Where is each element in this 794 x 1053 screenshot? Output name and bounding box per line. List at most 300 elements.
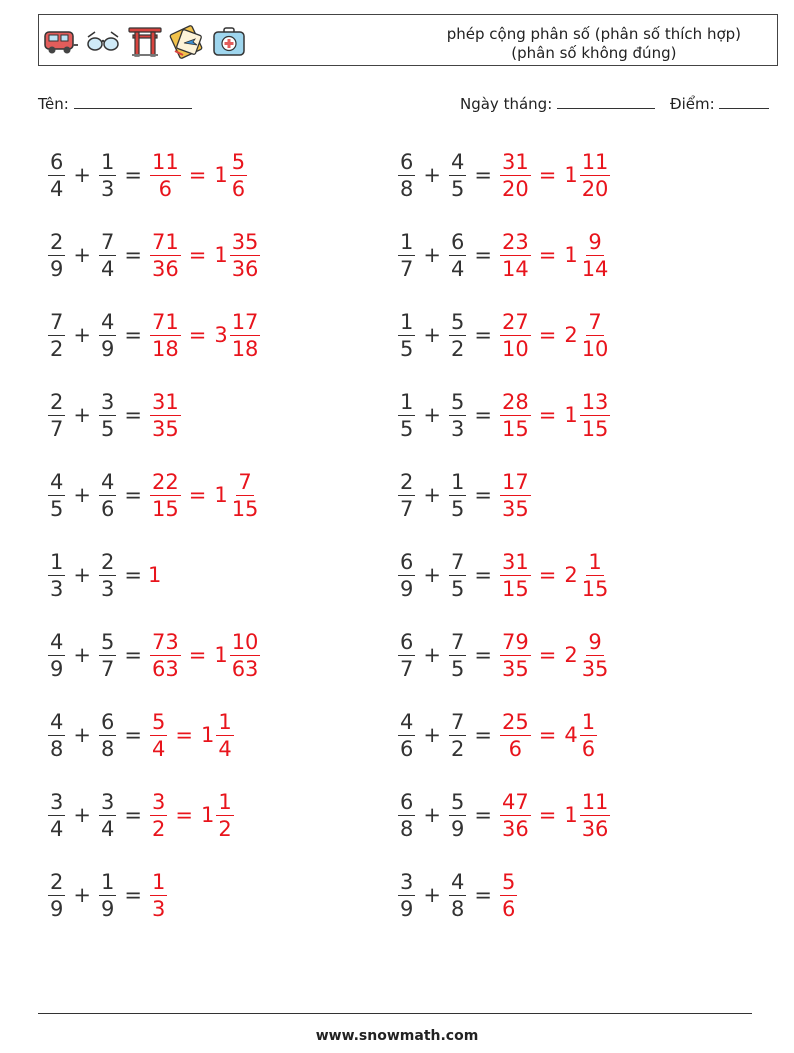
addend-1-numerator: 4 [50, 469, 64, 494]
addend-1-denominator: 4 [50, 816, 64, 841]
answer-whole-number: 1 [214, 163, 228, 187]
addend-2-denominator: 3 [100, 576, 115, 601]
equals-sign: = [474, 403, 492, 427]
answer-mixed-fraction-denominator: 10 [581, 336, 609, 361]
answer-whole-number: 1 [147, 563, 162, 587]
answer-mixed-fraction [216, 789, 233, 842]
problem-5 [46, 305, 262, 365]
plus-sign: + [73, 483, 91, 507]
addend-1-numerator: 2 [50, 389, 64, 414]
answer-fraction-numerator: 5 [501, 869, 516, 894]
addend-1-numerator: 2 [400, 469, 414, 494]
equals-sign: = [124, 243, 142, 267]
addend-2-denominator: 5 [450, 496, 465, 521]
answer-fraction-denominator: 36 [151, 256, 179, 281]
answer-fraction-denominator: 6 [158, 176, 173, 201]
problem-14 [396, 625, 612, 685]
addend-2-numerator: 1 [100, 149, 115, 174]
problem-19 [46, 865, 169, 925]
answer-mixed-fraction [230, 229, 261, 282]
problem-7 [46, 385, 183, 445]
plus-sign: + [73, 323, 91, 347]
answer-whole-number: 1 [564, 403, 578, 427]
equals-sign: = [474, 643, 492, 667]
answer-mixed-fraction-denominator: 35 [581, 656, 609, 681]
answer-mixed-fraction-denominator: 18 [231, 336, 259, 361]
plus-sign: + [423, 883, 441, 907]
addend-1 [398, 709, 415, 762]
addend-1-numerator: 6 [50, 149, 64, 174]
addend-2-numerator: 7 [450, 549, 465, 574]
addend-1-denominator: 5 [400, 416, 414, 441]
date-label: Ngày tháng: [460, 95, 553, 113]
addend-1-numerator: 6 [400, 149, 414, 174]
addend-1-numerator: 2 [50, 229, 64, 254]
equals-sign: = [474, 483, 492, 507]
addend-2-denominator: 2 [450, 336, 465, 361]
addend-1-denominator: 9 [50, 896, 64, 921]
score-field [670, 94, 769, 113]
addend-1 [48, 789, 65, 842]
answer-fraction [150, 389, 181, 442]
answer-whole-number: 4 [564, 723, 578, 747]
glasses-icon [85, 23, 121, 59]
addend-2-numerator: 5 [450, 389, 465, 414]
addend-2 [99, 629, 116, 682]
answer-fraction-numerator: 5 [151, 709, 166, 734]
addend-2-numerator: 4 [100, 469, 115, 494]
answer-equals-sign: = [538, 723, 557, 747]
problem-9 [46, 465, 262, 525]
answer-fraction-numerator: 79 [501, 629, 529, 654]
answer-mixed-fraction [230, 469, 261, 522]
addend-1-numerator: 1 [50, 549, 64, 574]
answer-mixed-fraction-numerator: 11 [581, 149, 609, 174]
addend-2-denominator: 3 [450, 416, 465, 441]
addend-2 [449, 389, 466, 442]
plus-sign: + [73, 803, 91, 827]
answer-mixed-fraction [580, 149, 611, 202]
addend-1 [398, 149, 415, 202]
equals-sign: = [124, 883, 142, 907]
plus-sign: + [423, 163, 441, 187]
answer-mixed-fraction-numerator: 1 [581, 709, 596, 734]
addend-2-numerator: 2 [100, 549, 115, 574]
addend-1 [398, 789, 415, 842]
answer-equals-sign: = [538, 803, 557, 827]
answer-whole-number: 3 [214, 323, 228, 347]
answer-fraction [500, 549, 531, 602]
answer-fraction [150, 869, 167, 922]
addend-2-denominator: 9 [450, 816, 465, 841]
addend-1-numerator: 3 [400, 869, 414, 894]
answer-whole-number: 2 [564, 643, 578, 667]
answer-fraction-numerator: 27 [501, 309, 529, 334]
problem-1 [46, 145, 249, 205]
answer-fraction [500, 229, 531, 282]
answer-fraction-numerator: 28 [501, 389, 529, 414]
addend-1 [398, 309, 415, 362]
problem-16 [396, 705, 599, 765]
answer-mixed-fraction-denominator: 15 [581, 416, 609, 441]
answer-fraction-denominator: 36 [501, 816, 529, 841]
problem-12 [396, 545, 612, 605]
answer-fraction-denominator: 15 [151, 496, 179, 521]
header-icons [43, 23, 247, 59]
answer-equals-sign: = [188, 643, 207, 667]
addend-1-numerator: 1 [400, 309, 414, 334]
addend-1-numerator: 6 [400, 629, 414, 654]
addend-2-numerator: 4 [450, 869, 465, 894]
addend-2-denominator: 3 [100, 176, 115, 201]
camper-van-icon [43, 23, 79, 59]
addend-2 [449, 309, 466, 362]
answer-mixed-fraction-denominator: 4 [218, 736, 232, 761]
answer-fraction-denominator: 14 [501, 256, 529, 281]
addend-2-denominator: 5 [100, 416, 115, 441]
plus-sign: + [73, 643, 91, 667]
answer-mixed-fraction-numerator: 9 [588, 629, 602, 654]
answer-mixed-fraction-numerator: 35 [231, 229, 259, 254]
score-blank[interactable] [719, 94, 769, 109]
addend-1 [48, 149, 65, 202]
answer-whole-number: 1 [214, 243, 228, 267]
addend-1 [48, 229, 65, 282]
answer-fraction-denominator: 35 [501, 496, 529, 521]
problem-8 [396, 385, 612, 445]
addend-2 [99, 709, 116, 762]
addend-1-denominator: 4 [50, 176, 64, 201]
answer-equals-sign: = [188, 243, 207, 267]
answer-mixed-fraction-numerator: 9 [588, 229, 602, 254]
addend-1-numerator: 7 [50, 309, 64, 334]
answer-mixed-fraction [580, 549, 611, 602]
answer-fraction-denominator: 10 [501, 336, 529, 361]
answer-fraction-denominator: 20 [501, 176, 529, 201]
answer-fraction-denominator: 15 [501, 576, 529, 601]
addend-1 [48, 869, 65, 922]
plus-sign: + [423, 803, 441, 827]
addend-2-denominator: 4 [100, 256, 115, 281]
answer-mixed-fraction-denominator: 63 [231, 656, 259, 681]
answer-mixed-fraction [580, 389, 611, 442]
answer-mixed-fraction-denominator: 36 [231, 256, 259, 281]
name-blank[interactable] [74, 94, 192, 109]
answer-mixed-fraction-numerator: 1 [588, 549, 602, 574]
addend-1-denominator: 5 [400, 336, 414, 361]
addend-2 [99, 469, 116, 522]
answer-equals-sign: = [175, 803, 193, 827]
answer-mixed-fraction [230, 149, 247, 202]
answer-fraction [500, 629, 531, 682]
answer-whole-number: 1 [214, 643, 228, 667]
answer-fraction-denominator: 3 [151, 896, 166, 921]
addend-2-denominator: 9 [100, 336, 115, 361]
equals-sign: = [124, 643, 142, 667]
answer-fraction [150, 229, 181, 282]
plus-sign: + [73, 883, 91, 907]
addend-1 [398, 549, 415, 602]
addend-1 [48, 629, 65, 682]
addend-1-numerator: 1 [400, 229, 414, 254]
addend-1-denominator: 5 [50, 496, 64, 521]
addend-2 [449, 629, 466, 682]
answer-mixed-fraction-denominator: 15 [231, 496, 259, 521]
answer-mixed-fraction-numerator: 5 [231, 149, 246, 174]
plus-sign: + [423, 243, 441, 267]
addend-2-numerator: 6 [100, 709, 115, 734]
addend-1-numerator: 6 [400, 549, 414, 574]
answer-equals-sign: = [538, 403, 557, 427]
equals-sign: = [124, 163, 142, 187]
answer-fraction-numerator: 23 [501, 229, 529, 254]
addend-2-denominator: 4 [100, 816, 115, 841]
answer-equals-sign: = [175, 723, 193, 747]
torii-gate-icon [127, 23, 163, 59]
addend-1-denominator: 6 [400, 736, 414, 761]
plus-sign: + [73, 163, 91, 187]
score-label: Điểm: [670, 95, 715, 113]
addend-1-denominator: 8 [50, 736, 64, 761]
equals-sign: = [124, 483, 142, 507]
plus-sign: + [423, 403, 441, 427]
addend-2 [449, 549, 466, 602]
date-field [460, 94, 655, 113]
plus-sign: + [73, 403, 91, 427]
addend-1-denominator: 9 [50, 256, 64, 281]
addend-1-denominator: 7 [400, 496, 414, 521]
addend-2-denominator: 6 [100, 496, 115, 521]
answer-fraction-numerator: 73 [151, 629, 179, 654]
addend-1 [48, 709, 65, 762]
date-blank[interactable] [557, 94, 655, 109]
worksheet-title [447, 25, 741, 63]
answer-mixed-fraction-denominator: 36 [581, 816, 609, 841]
addend-2 [449, 149, 466, 202]
answer-fraction [150, 469, 181, 522]
addend-1-denominator: 8 [400, 176, 414, 201]
equals-sign: = [124, 323, 142, 347]
problem-17 [46, 785, 236, 845]
answer-fraction-numerator: 17 [501, 469, 529, 494]
addend-2 [449, 229, 466, 282]
addend-2-numerator: 5 [100, 629, 115, 654]
answer-mixed-fraction [580, 629, 611, 682]
answer-mixed-fraction-numerator: 1 [218, 709, 232, 734]
answer-mixed-fraction-numerator: 7 [238, 469, 252, 494]
answer-mixed-fraction-denominator: 15 [581, 576, 609, 601]
answer-mixed-fraction [216, 709, 233, 762]
answer-fraction-numerator: 31 [151, 389, 179, 414]
problem-2 [396, 145, 612, 205]
answer-equals-sign: = [188, 483, 207, 507]
problem-10 [396, 465, 533, 525]
addend-1 [398, 469, 415, 522]
addend-1-denominator: 9 [50, 656, 64, 681]
addend-1 [398, 869, 415, 922]
answer-fraction [500, 309, 531, 362]
answer-fraction [150, 149, 181, 202]
addend-2-numerator: 3 [100, 389, 115, 414]
equals-sign: = [474, 803, 492, 827]
addend-1-denominator: 2 [50, 336, 64, 361]
addend-2 [99, 149, 116, 202]
answer-mixed-fraction-numerator: 7 [588, 309, 602, 334]
addend-1 [48, 469, 65, 522]
answer-mixed-fraction [580, 309, 611, 362]
answer-mixed-fraction [230, 629, 261, 682]
answer-fraction-numerator: 47 [501, 789, 529, 814]
answer-fraction-numerator: 31 [501, 149, 529, 174]
plus-sign: + [73, 243, 91, 267]
equals-sign: = [474, 163, 492, 187]
plus-sign: + [423, 563, 441, 587]
answer-fraction-denominator: 4 [151, 736, 166, 761]
plus-sign: + [73, 563, 91, 587]
answer-mixed-fraction [580, 789, 611, 842]
answer-mixed-fraction [580, 229, 611, 282]
problem-11 [46, 545, 161, 605]
answer-whole-number: 2 [564, 323, 578, 347]
footer-divider [38, 1013, 752, 1014]
addend-1-numerator: 1 [400, 389, 414, 414]
answer-fraction [150, 629, 181, 682]
equals-sign: = [474, 323, 492, 347]
addend-1-denominator: 9 [400, 896, 414, 921]
addend-2-numerator: 7 [450, 709, 465, 734]
addend-2 [449, 869, 466, 922]
answer-mixed-fraction-numerator: 10 [231, 629, 259, 654]
plus-sign: + [423, 723, 441, 747]
addend-1-denominator: 7 [400, 656, 414, 681]
equals-sign: = [124, 723, 142, 747]
answer-whole-number: 1 [200, 723, 215, 747]
answer-equals-sign: = [538, 643, 557, 667]
answer-mixed-fraction-denominator: 6 [231, 176, 246, 201]
addend-1-denominator: 9 [400, 576, 414, 601]
answer-fraction-denominator: 63 [151, 656, 179, 681]
answer-fraction-denominator: 2 [151, 816, 166, 841]
addend-1-numerator: 4 [400, 709, 414, 734]
addend-1-numerator: 2 [50, 869, 64, 894]
equals-sign: = [474, 563, 492, 587]
answer-fraction [500, 789, 531, 842]
answer-mixed-fraction-denominator: 2 [218, 816, 232, 841]
equals-sign: = [474, 883, 492, 907]
answer-fraction-denominator: 18 [151, 336, 179, 361]
answer-fraction-denominator: 35 [151, 416, 179, 441]
answer-fraction-denominator: 15 [501, 416, 529, 441]
problem-18 [396, 785, 612, 845]
problem-6 [396, 305, 612, 365]
answer-fraction [500, 469, 531, 522]
answer-fraction [150, 309, 181, 362]
plus-sign: + [73, 723, 91, 747]
answer-mixed-fraction [580, 709, 597, 762]
answer-fraction-denominator: 35 [501, 656, 529, 681]
answer-fraction [500, 709, 531, 762]
answer-fraction [500, 869, 517, 922]
problem-15 [46, 705, 236, 765]
addend-2 [99, 869, 116, 922]
addend-1-denominator: 7 [400, 256, 414, 281]
addend-1 [398, 229, 415, 282]
problem-3 [46, 225, 262, 285]
answer-fraction [500, 149, 531, 202]
addend-1-denominator: 3 [50, 576, 64, 601]
answer-mixed-fraction-denominator: 14 [581, 256, 609, 281]
addend-2-numerator: 6 [450, 229, 465, 254]
answer-mixed-fraction-denominator: 6 [581, 736, 596, 761]
answer-mixed-fraction [230, 309, 261, 362]
answer-mixed-fraction-denominator: 20 [581, 176, 609, 201]
answer-whole-number: 1 [214, 483, 228, 507]
problem-13 [46, 625, 262, 685]
addend-2-numerator: 1 [450, 469, 465, 494]
addend-2 [99, 389, 116, 442]
title-line-1: phép cộng phân số (phân số thích hợp) [446, 25, 741, 43]
answer-fraction-numerator: 71 [151, 229, 179, 254]
answer-fraction-numerator: 31 [501, 549, 529, 574]
answer-fraction-numerator: 25 [501, 709, 529, 734]
travel-ticket-icon [169, 23, 205, 59]
addend-1-numerator: 4 [50, 709, 64, 734]
addend-2-numerator: 5 [450, 789, 465, 814]
addend-2-denominator: 5 [450, 576, 465, 601]
answer-whole-number: 1 [564, 243, 578, 267]
answer-fraction-numerator: 11 [151, 149, 179, 174]
addend-2-denominator: 9 [100, 896, 115, 921]
worksheet-header [38, 14, 778, 66]
answer-whole-number: 2 [564, 563, 578, 587]
addend-2-numerator: 4 [100, 309, 115, 334]
title-line-2: (phân số không đúng) [511, 44, 677, 62]
answer-fraction-numerator: 22 [151, 469, 179, 494]
answer-whole-number: 1 [564, 163, 578, 187]
equals-sign: = [124, 403, 142, 427]
first-aid-kit-icon [211, 23, 247, 59]
addend-2-denominator: 5 [450, 176, 465, 201]
answer-fraction-numerator: 71 [151, 309, 179, 334]
answer-mixed-fraction-numerator: 13 [581, 389, 609, 414]
answer-mixed-fraction-numerator: 11 [581, 789, 609, 814]
answer-whole-number: 1 [200, 803, 215, 827]
addend-2-numerator: 7 [450, 629, 465, 654]
problem-20 [396, 865, 519, 925]
answer-equals-sign: = [188, 163, 207, 187]
addend-1-denominator: 7 [50, 416, 64, 441]
plus-sign: + [423, 323, 441, 347]
addend-1 [48, 309, 65, 362]
answer-mixed-fraction-numerator: 17 [231, 309, 259, 334]
answer-fraction [150, 709, 167, 762]
addend-2-denominator: 8 [450, 896, 465, 921]
equals-sign: = [474, 243, 492, 267]
plus-sign: + [423, 643, 441, 667]
addend-2-numerator: 7 [100, 229, 115, 254]
addend-2-numerator: 5 [450, 309, 465, 334]
addend-1-denominator: 8 [400, 816, 414, 841]
answer-equals-sign: = [538, 563, 557, 587]
equals-sign: = [474, 723, 492, 747]
answer-fraction-numerator: 1 [151, 869, 166, 894]
addend-2 [99, 309, 116, 362]
addend-1 [48, 549, 65, 602]
answer-mixed-fraction-numerator: 1 [218, 789, 232, 814]
addend-2-numerator: 1 [100, 869, 115, 894]
answer-fraction [500, 389, 531, 442]
problem-4 [396, 225, 612, 285]
